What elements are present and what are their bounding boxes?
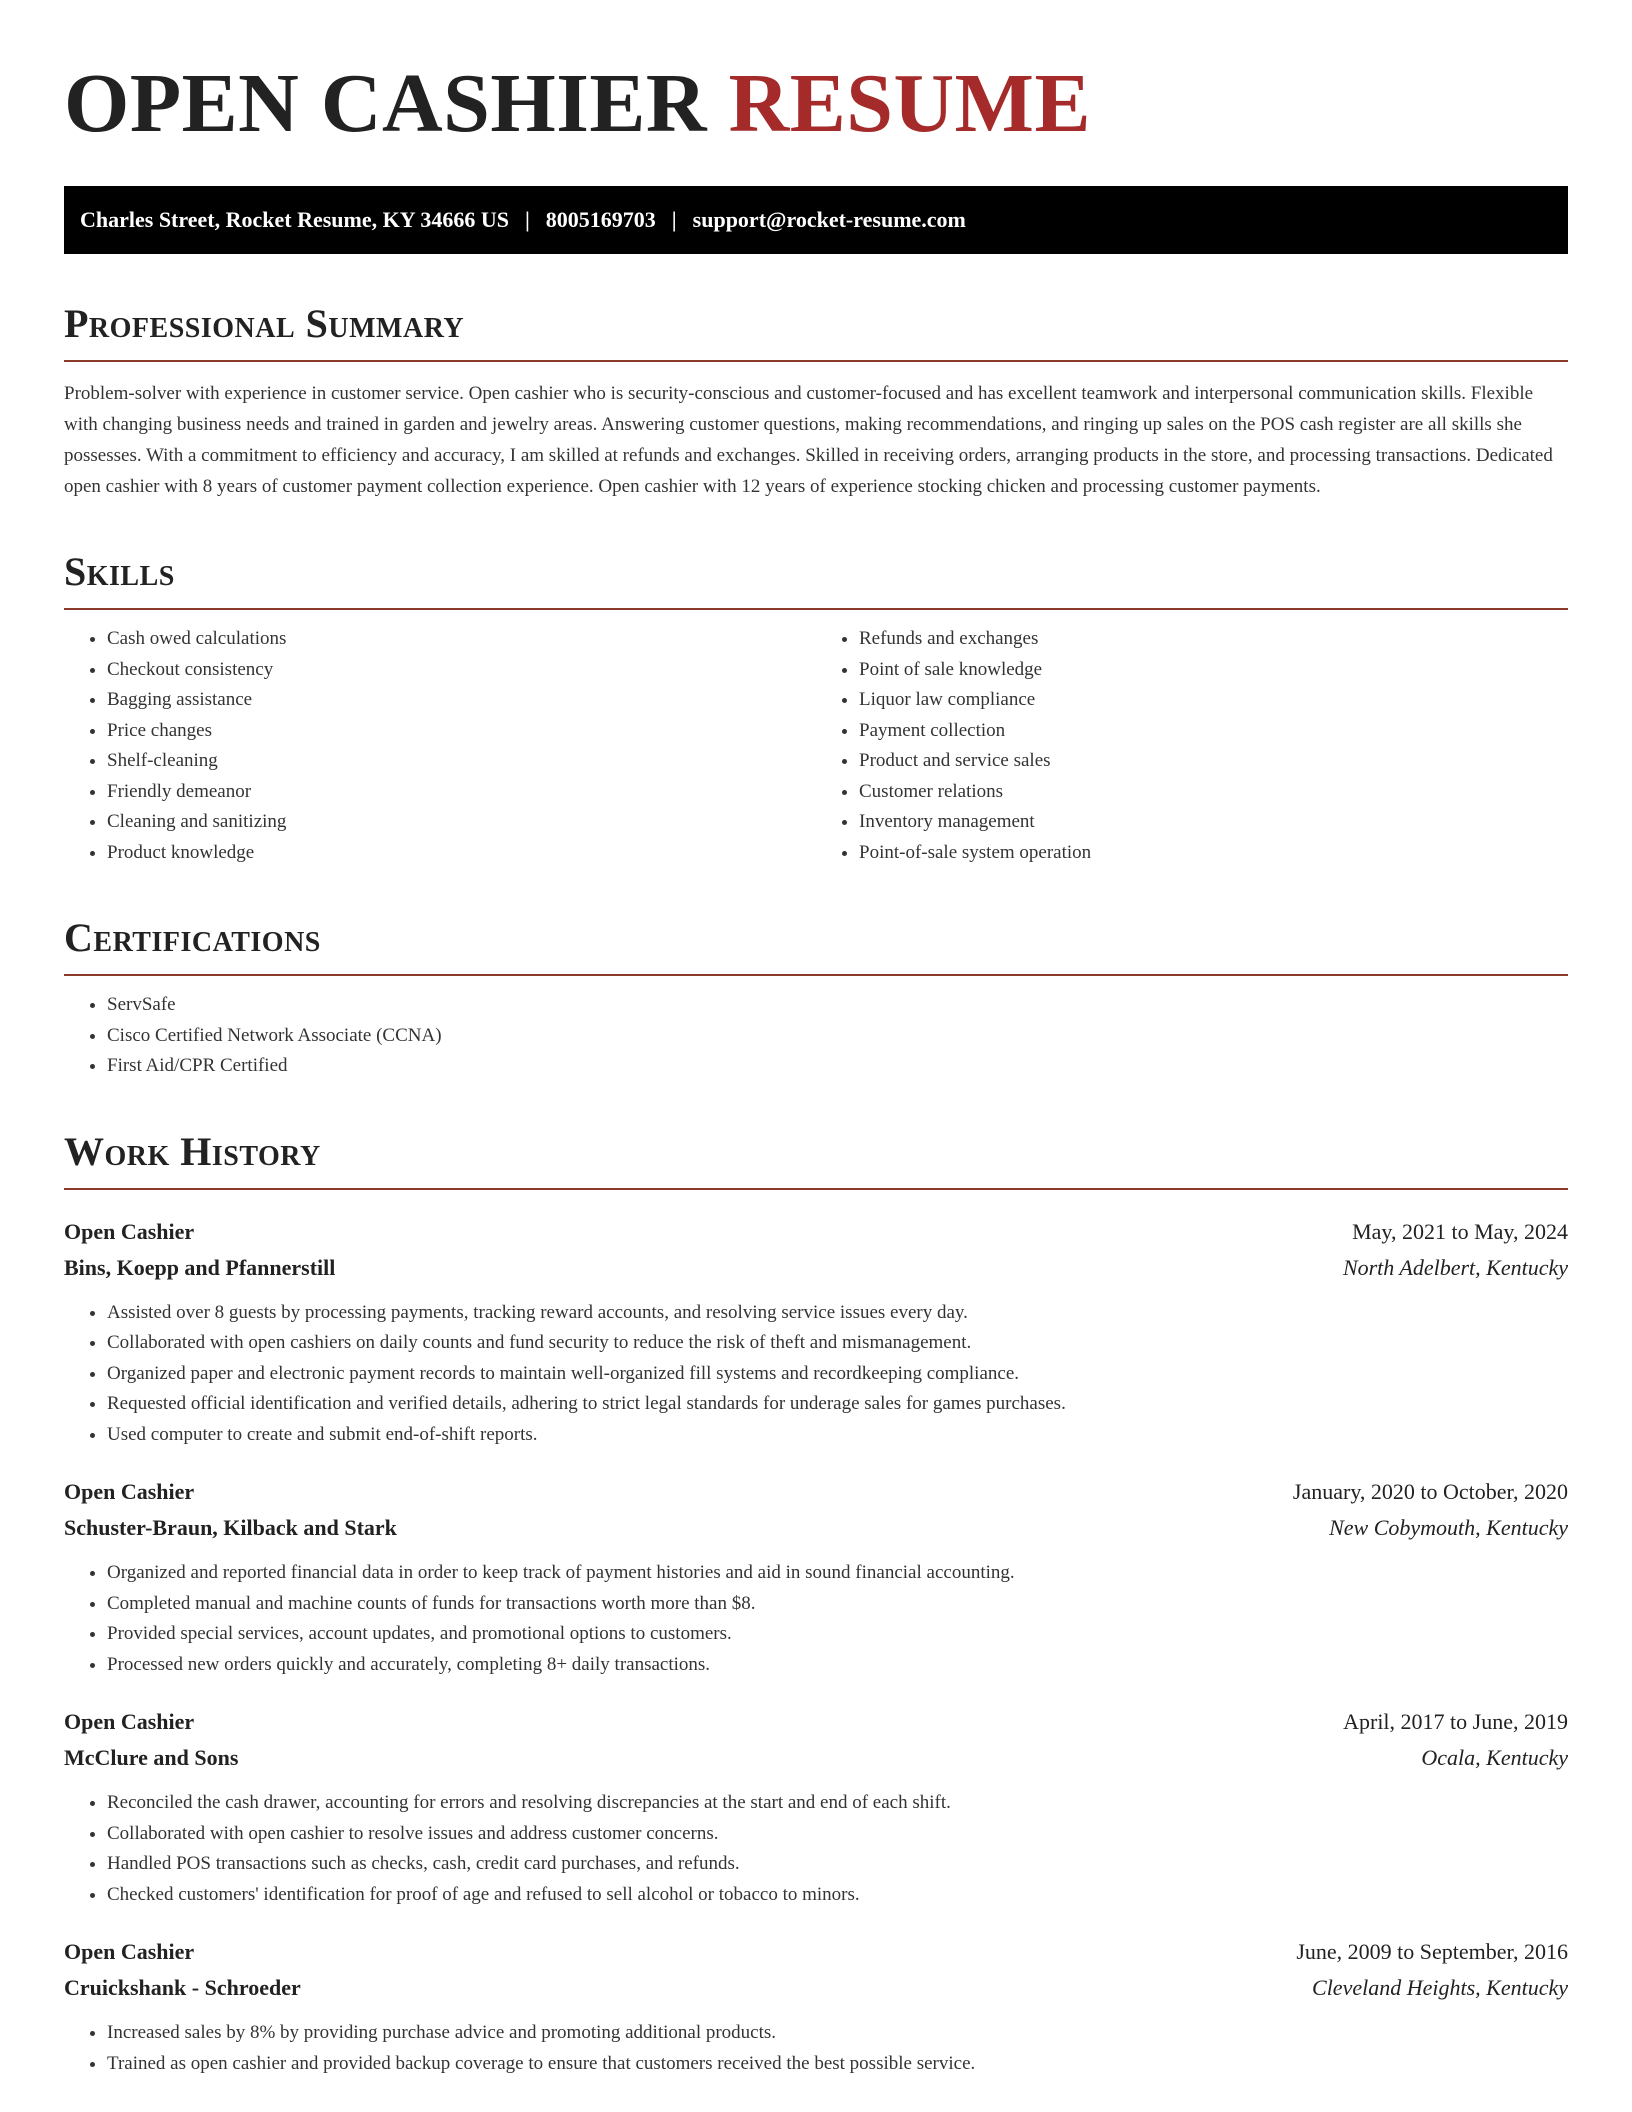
skills-section — [64, 548, 1568, 868]
job-bullets — [64, 1298, 1568, 1451]
job-title: Open Cashier — [64, 1709, 195, 1734]
certification-item: • First Aid/CPR Certified — [107, 1051, 1568, 1082]
work-history-section — [64, 1128, 1568, 2080]
job-header-row — [64, 1704, 1568, 1740]
job-header-row — [64, 1934, 1568, 1970]
job-entry — [64, 1474, 1568, 1680]
skills-list-right — [816, 624, 1568, 868]
summary-text: Problem-solver with experience in customer service. Open cashier who is security-conscious and customer-focused and has excellent teamwork and interpersonal communication skills. Flexible with changing business needs and trained in garden and jewelry areas. Answering customer questions, making recommendations, and ringing up sales on the POS cash register are all skills she possesses. With a commitment to efficiency and accuracy, I am skilled at refunds and exchanges. Skilled in receiving orders, arranging products in the store, and processing transactions. Dedicated open cashier with 8 years of customer payment collection experience. Open cashier with 12 years of experience stocking chicken and processing customer payments. — [64, 383, 1553, 497]
skills-heading: Skills — [64, 549, 175, 594]
job-bullet: • Processed new orders quickly and accurately, completing 8+ daily transactions. — [107, 1650, 1568, 1681]
skill-item: • Cash owed calculations — [107, 624, 816, 655]
skills-list-left — [64, 624, 816, 868]
job-entry — [64, 1934, 1568, 2079]
skill-item: • Price changes — [107, 716, 816, 747]
skill-item: • Cleaning and sanitizing — [107, 807, 816, 838]
summary-heading: Professional Summary — [64, 301, 465, 346]
job-bullet: • Collaborated with open cashiers on daily counts and fund security to reduce the risk of theft and mismanagement. — [107, 1328, 1568, 1359]
job-bullet: • Handled POS transactions such as checks, cash, credit card purchases, and refunds. — [107, 1849, 1568, 1880]
job-header-row — [64, 1474, 1568, 1510]
skill-item: • Product knowledge — [107, 838, 816, 869]
job-title: Open Cashier — [64, 1218, 195, 1244]
contact-separator: | — [671, 207, 677, 232]
job-location: North Adelbert, Kentucky — [1342, 1254, 1568, 1280]
job-dates: April, 2017 to June, 2019 — [1343, 1709, 1568, 1734]
job-title: Open Cashier — [64, 1939, 195, 1964]
resume-title — [64, 58, 1568, 150]
job-bullets — [64, 2018, 1568, 2079]
job-company: Bins, Koepp and Pfannerstill — [64, 1254, 336, 1280]
job-location: New Cobymouth, Kentucky — [1329, 1515, 1568, 1540]
job-company-row — [64, 1250, 1568, 1286]
job-bullet: • Reconciled the cash drawer, accounting for errors and resolving discrepancies at the start and end of each shift. — [107, 1788, 1568, 1819]
skill-item: • Customer relations — [859, 777, 1568, 808]
contact-email[interactable]: support@rocket-resume.com — [692, 207, 966, 232]
section-divider — [64, 974, 1568, 976]
job-dates: May, 2021 to May, 2024 — [1352, 1218, 1568, 1244]
certifications-heading: Certifications — [64, 915, 321, 960]
skill-item: • Checkout consistency — [107, 655, 816, 686]
skill-item: • Payment collection — [859, 716, 1568, 747]
skill-item: • Point-of-sale system operation — [859, 838, 1568, 869]
job-bullet: • Used computer to create and submit end-of-shift reports. — [107, 1420, 1568, 1451]
skill-item: • Bagging assistance — [107, 685, 816, 716]
skill-item: • Friendly demeanor — [107, 777, 816, 808]
job-bullet: • Collaborated with open cashier to resolve issues and address customer concerns. — [107, 1819, 1568, 1850]
job-title: Open Cashier — [64, 1479, 195, 1504]
certification-item: • Cisco Certified Network Associate (CCNA) — [107, 1021, 1568, 1052]
job-entry — [64, 1214, 1568, 1451]
certification-item: • ServSafe — [107, 990, 1568, 1021]
skill-item: • Point of sale knowledge — [859, 655, 1568, 686]
section-divider — [64, 1188, 1568, 1190]
job-bullet: • Organized and reported financial data in order to keep track of payment histories and aid in sound financial accounting. — [107, 1558, 1568, 1589]
skill-item: • Product and service sales — [859, 746, 1568, 777]
contact-address: Charles Street, Rocket Resume, KY 34666 US — [80, 207, 509, 232]
job-dates: June, 2009 to September, 2016 — [1296, 1939, 1568, 1964]
contact-bar — [64, 186, 1568, 254]
skills-grid — [64, 610, 1568, 868]
job-company: Cruickshank - Schroeder — [64, 1975, 301, 2000]
skill-item: • Shelf-cleaning — [107, 746, 816, 777]
work-history-heading: Work History — [64, 1128, 321, 1174]
job-bullet: • Provided special services, account updates, and promotional options to customers. — [107, 1619, 1568, 1650]
skill-item: • Inventory management — [859, 807, 1568, 838]
job-company-row — [64, 1740, 1568, 1776]
job-bullet: • Trained as open cashier and provided backup coverage to ensure that customers received the best possible service. — [107, 2049, 1568, 2080]
job-dates: January, 2020 to October, 2020 — [1292, 1479, 1568, 1504]
certifications-section — [64, 914, 1568, 1082]
skill-item: • Refunds and exchanges — [859, 624, 1568, 655]
job-bullet: • Completed manual and machine counts of funds for transactions worth more than $8. — [107, 1589, 1568, 1620]
job-company-row — [64, 1510, 1568, 1546]
job-location: Cleveland Heights, Kentucky — [1312, 1975, 1568, 2000]
job-bullet: • Requested official identification and verified details, adhering to strict legal standards for underage sales for games purchases. — [107, 1389, 1568, 1420]
job-entry — [64, 1704, 1568, 1910]
skill-item: • Liquor law compliance — [859, 685, 1568, 716]
job-company: McClure and Sons — [64, 1745, 239, 1770]
job-bullets — [64, 1558, 1568, 1680]
job-company-row — [64, 1970, 1568, 2006]
certifications-list — [64, 990, 1568, 1082]
title-accent: RESUME — [728, 57, 1091, 150]
job-bullet: • Assisted over 8 guests by processing payments, tracking reward accounts, and resolving service issues every day. — [107, 1298, 1568, 1329]
title-main: OPEN CASHIER — [64, 57, 708, 150]
job-bullet: • Organized paper and electronic payment records to maintain well-organized fill systems and recordkeeping compliance. — [107, 1359, 1568, 1390]
job-bullet: • Increased sales by 8% by providing purchase advice and promoting additional products. — [107, 2018, 1568, 2049]
contact-phone: 8005169703 — [545, 207, 656, 232]
job-bullets — [64, 1788, 1568, 1910]
summary-section — [64, 300, 1568, 502]
contact-separator: | — [524, 207, 530, 232]
job-location: Ocala, Kentucky — [1421, 1745, 1568, 1770]
job-bullet: • Checked customers' identification for proof of age and refused to sell alcohol or tobacco to minors. — [107, 1880, 1568, 1911]
section-divider — [64, 360, 1568, 362]
job-company: Schuster-Braun, Kilback and Stark — [64, 1515, 397, 1540]
job-header-row — [64, 1214, 1568, 1250]
